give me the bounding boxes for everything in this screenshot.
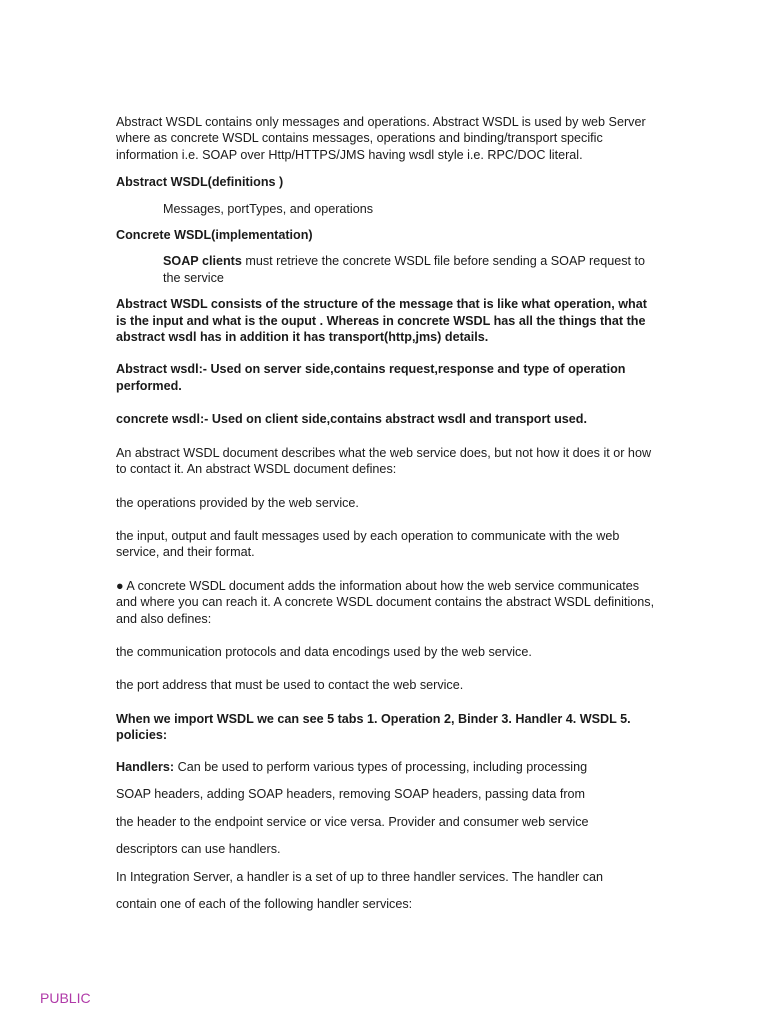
handlers-line-3: the header to the endpoint service or vice versa. Provider and consumer web service xyxy=(116,814,589,829)
soap-clients-term: SOAP clients xyxy=(163,254,242,269)
paragraph-abstract-wsdl-definition: Abstract wsdl:- Used on server side,contains request,response and type of operation performed. xyxy=(116,362,626,393)
handlers-line-2: SOAP headers, adding SOAP headers, removing SOAP headers, passing data from xyxy=(116,787,586,802)
paragraph-import-tabs: When we import WSDL we can see 5 tabs 1. Operation 2, Binder 3. Handler 4. WSDL 5. policies: xyxy=(116,711,631,743)
heading-concrete-wsdl: Concrete WSDL(implementation) xyxy=(116,228,313,243)
concrete-wsdl-detail-text: must retrieve the concrete WSDL file before sending a SOAP request to the service xyxy=(163,254,646,285)
paragraph-abstract-consists: Abstract WSDL consists of the structure of the message that is like what operation, what is the input and what is the ouput . Whereas in concrete WSDL has all the things that the abstract wsdl has in addition it has transport(http,jms) details. xyxy=(116,297,647,345)
abstract-wsdl-detail: Messages, portTypes, and operations xyxy=(163,201,374,216)
paragraph-port-address: the port address that must be used to contact the web service. xyxy=(116,678,464,693)
document-body xyxy=(116,114,656,919)
handlers-term: Handlers: xyxy=(116,759,175,774)
paragraph-messages: the input, output and fault messages used by each operation to communicate with the web service, and their format. xyxy=(116,528,620,560)
heading-abstract-wsdl: Abstract WSDL(definitions ) xyxy=(116,175,284,190)
handlers-line-4: descriptors can use handlers. xyxy=(116,842,281,857)
concrete-wsdl-detail xyxy=(116,253,656,286)
classification-label: PUBLIC xyxy=(40,990,91,1006)
paragraph-concrete-document: ● A concrete WSDL document adds the information about how the web service communicates and where you can reach it. A concrete WSDL document contains the abstract WSDL definitions, and also defines: xyxy=(116,578,655,626)
integration-server-line-2: contain one of each of the following handler services: xyxy=(116,897,413,912)
paragraph-operations: the operations provided by the web service. xyxy=(116,495,359,510)
integration-server-line-1: In Integration Server, a handler is a set of up to three handler services. The handler can xyxy=(116,869,604,884)
handlers-line-1 xyxy=(116,754,656,782)
handlers-line-1-text: Can be used to perform various types of processing, including processing xyxy=(174,759,588,774)
paragraph-protocols: the communication protocols and data encodings used by the web service. xyxy=(116,644,532,659)
paragraph-abstract-describes: An abstract WSDL document describes what the web service does, but not how it does it or how to contact it. An abstract WSDL document defines: xyxy=(116,445,652,477)
paragraph-concrete-wsdl-definition: concrete wsdl:- Used on client side,contains abstract wsdl and transport used. xyxy=(116,412,587,427)
intro-paragraph: Abstract WSDL contains only messages and operations. Abstract WSDL is used by web Server where as concrete WSDL contains messages, operations and binding/transport specific information i.e. SOAP over Http/HTTPS/JMS having wsdl style i.e. RPC/DOC literal. xyxy=(116,115,646,162)
